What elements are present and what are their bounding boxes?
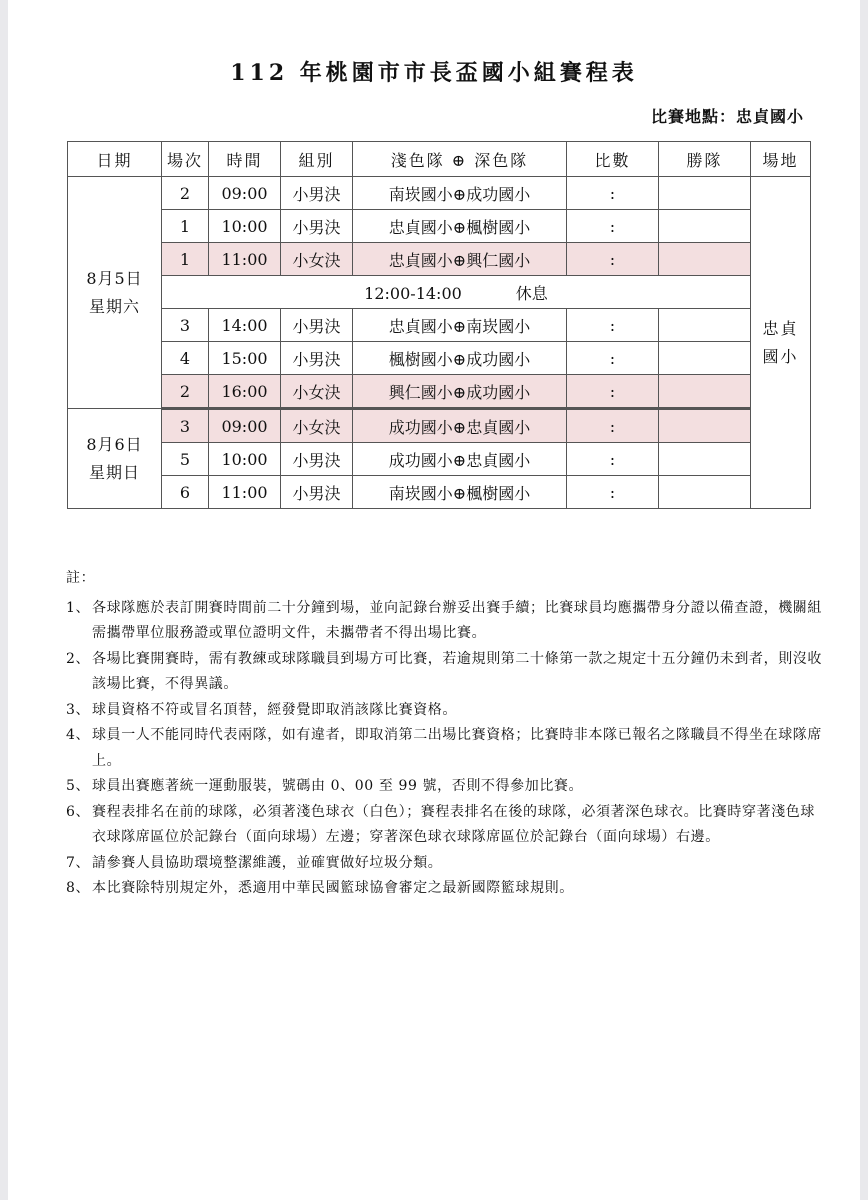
note-text: 本比賽除特別規定外，悉適用中華民國籃球協會審定之最新國際籃球規則。	[92, 880, 574, 896]
time-cell: 11:00	[209, 243, 281, 276]
notes-section	[66, 566, 826, 902]
group-cell: 小女決	[281, 409, 353, 443]
game-no-cell: 6	[162, 476, 209, 509]
date-cell-day1	[68, 177, 162, 409]
group-cell: 小男決	[281, 476, 353, 509]
time-cell: 15:00	[209, 342, 281, 375]
winner-cell	[659, 243, 751, 276]
group-cell: 小男決	[281, 210, 353, 243]
note-item	[66, 774, 826, 800]
score-cell: :	[567, 243, 659, 276]
note-item	[66, 851, 826, 877]
note-text: 各球隊應於表訂開賽時間前二十分鐘到場，並向記錄台辦妥出賽手續；比賽球員均應攜帶身分證以備查證，機關組需攜帶單位服務證或單位證明文件，未攜帶者不得出場比賽。	[92, 599, 822, 641]
score-cell: :	[567, 210, 659, 243]
game-no-cell: 3	[162, 309, 209, 342]
teams-cell: 南崁國小⊕楓樹國小	[353, 476, 567, 509]
teams-cell: 忠貞國小⊕南崁國小	[353, 309, 567, 342]
winner-cell	[659, 177, 751, 210]
teams-cell: 成功國小⊕忠貞國小	[353, 409, 567, 443]
game-no-cell: 5	[162, 443, 209, 476]
game-no-cell: 1	[162, 243, 209, 276]
col-header-teams: 淺色隊 ⊕ 深色隊	[353, 142, 567, 177]
note-text: 賽程表排名在前的球隊，必須著淺色球衣（白色）；賽程表排名在後的球隊，必須著深色球衣。比賽時穿著淺色球衣球隊席區位於記錄台（面向球場）左邊；穿著深色球衣球隊席區位於記錄台（面向球場）右邊。	[92, 803, 815, 845]
teams-cell: 南崁國小⊕成功國小	[353, 177, 567, 210]
note-item	[66, 596, 826, 647]
score-cell: :	[567, 443, 659, 476]
group-cell: 小男決	[281, 443, 353, 476]
break-cell	[162, 276, 751, 309]
score-cell: :	[567, 177, 659, 210]
winner-cell	[659, 375, 751, 409]
winner-cell	[659, 476, 751, 509]
time-cell: 09:00	[209, 177, 281, 210]
teams-cell: 忠貞國小⊕興仁國小	[353, 243, 567, 276]
group-cell: 小男決	[281, 342, 353, 375]
game-no-cell: 2	[162, 177, 209, 210]
weekday-text: 星期六	[88, 296, 140, 316]
court-line2: 國小	[762, 346, 799, 366]
note-text: 球員資格不符或冒名頂替，經發覺即取消該隊比賽資格。	[92, 701, 457, 718]
table-row	[68, 409, 811, 443]
table-row	[68, 210, 811, 243]
col-header-score: 比數	[567, 142, 659, 177]
teams-cell: 興仁國小⊕成功國小	[353, 375, 567, 409]
score-cell: :	[567, 476, 659, 509]
time-cell: 11:00	[209, 476, 281, 509]
table-row	[68, 243, 811, 276]
score-cell: :	[567, 375, 659, 409]
time-cell: 10:00	[209, 443, 281, 476]
note-item	[66, 800, 826, 851]
table-row	[68, 443, 811, 476]
note-number: 6、	[66, 803, 91, 820]
score-cell: :	[567, 342, 659, 375]
table-row	[68, 375, 811, 409]
time-cell: 16:00	[209, 375, 281, 409]
game-no-cell: 3	[162, 409, 209, 443]
date-text: 8月5日	[86, 268, 143, 288]
break-time: 12:00-14:00	[364, 283, 462, 303]
score-cell: :	[567, 309, 659, 342]
col-header-game-no: 場次	[162, 142, 209, 177]
winner-cell	[659, 342, 751, 375]
note-text: 各場比賽開賽時，需有教練或球隊職員到場方可比賽，若逾規則第二十條第一款之規定十五分鐘仍未到者，則沒收該場比賽，不得異議。	[92, 650, 822, 692]
weekday-text: 星期日	[88, 462, 140, 482]
page-title: 112 年桃園市市長盃國小組賽程表	[230, 60, 638, 86]
col-header-time: 時間	[209, 142, 281, 177]
note-number: 8、	[66, 880, 91, 896]
group-cell: 小男決	[281, 177, 353, 210]
game-no-cell: 4	[162, 342, 209, 375]
col-header-court: 場地	[751, 142, 811, 177]
col-header-group: 組別	[281, 142, 353, 177]
note-number: 4、	[66, 727, 91, 743]
winner-cell	[659, 210, 751, 243]
col-header-date: 日期	[68, 142, 162, 177]
col-header-winner: 勝隊	[659, 142, 751, 177]
note-item	[66, 723, 826, 774]
note-item	[66, 698, 826, 724]
date-text: 8月6日	[86, 434, 143, 454]
table-row	[68, 177, 811, 210]
note-number: 3、	[66, 701, 91, 718]
break-row	[68, 276, 811, 309]
game-no-cell: 2	[162, 375, 209, 409]
winner-cell	[659, 309, 751, 342]
date-cell-day2	[68, 409, 162, 509]
score-cell: :	[567, 409, 659, 443]
note-text: 球員一人不能同時代表兩隊，如有違者，即取消第二出場比賽資格；比賽時非本隊已報名之隊職員不得坐在球隊席上。	[92, 727, 822, 769]
schedule-table	[67, 141, 811, 509]
note-text: 請參賽人員協助環境整潔維護，並確實做好垃圾分類。	[92, 854, 443, 871]
table-row	[68, 476, 811, 509]
winner-cell	[659, 443, 751, 476]
winner-cell	[659, 409, 751, 443]
note-number: 2、	[66, 650, 91, 667]
time-cell: 14:00	[209, 309, 281, 342]
note-number: 1、	[66, 599, 91, 616]
teams-cell: 忠貞國小⊕楓樹國小	[353, 210, 567, 243]
venue-label: 比賽地點：忠貞國小	[650, 107, 804, 126]
game-no-cell: 1	[162, 210, 209, 243]
group-cell: 小女決	[281, 243, 353, 276]
document-page	[8, 0, 860, 1200]
note-text: 球員出賽應著統一運動服裝，號碼由 0、00 至 99 號，否則不得參加比賽。	[92, 778, 584, 794]
table-row	[68, 342, 811, 375]
teams-cell: 楓樹國小⊕成功國小	[353, 342, 567, 375]
teams-cell: 成功國小⊕忠貞國小	[353, 443, 567, 476]
time-cell: 10:00	[209, 210, 281, 243]
court-line1: 忠貞	[762, 318, 799, 338]
court-cell	[751, 177, 811, 509]
break-label: 休息	[515, 283, 548, 303]
group-cell: 小女決	[281, 375, 353, 409]
note-item	[66, 647, 826, 698]
table-row	[68, 309, 811, 342]
notes-heading: 註：	[66, 570, 96, 586]
note-item	[66, 876, 826, 902]
note-number: 7、	[66, 854, 91, 871]
note-number: 5、	[66, 778, 91, 794]
group-cell: 小男決	[281, 309, 353, 342]
time-cell: 09:00	[209, 409, 281, 443]
table-header-row	[68, 142, 811, 177]
